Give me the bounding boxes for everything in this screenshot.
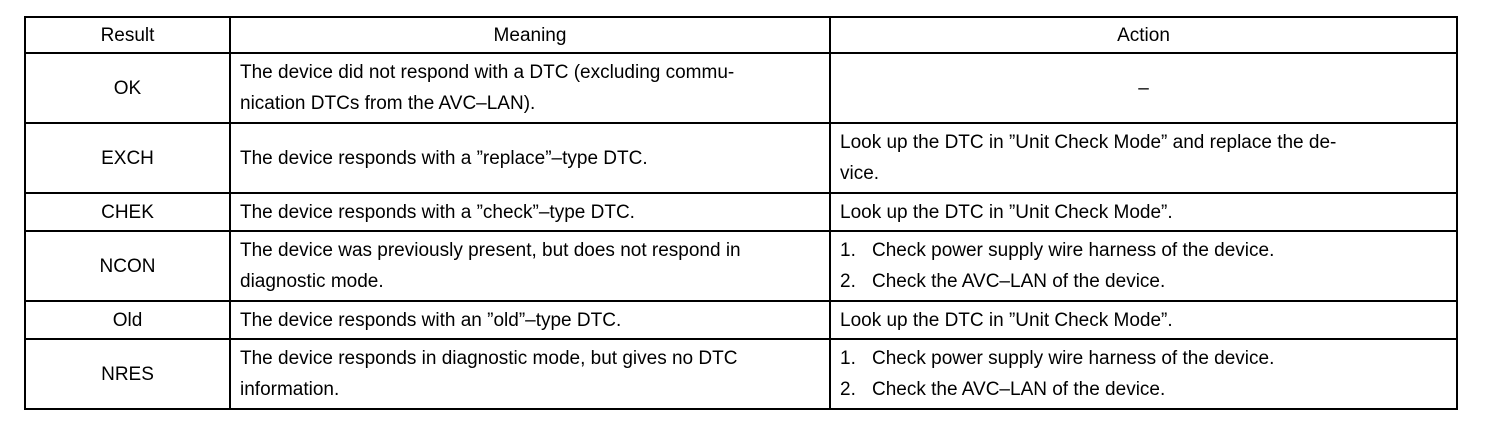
table-row [25, 301, 1457, 339]
dtc-result-table [24, 16, 1458, 410]
action-cell [830, 339, 1457, 409]
step-text: Check power supply wire harness of the device. [872, 240, 1275, 261]
meaning-cell [230, 301, 830, 339]
meaning-line: The device responds in diagnostic mode, but gives no DTC [240, 348, 738, 369]
table-row [25, 53, 1457, 123]
table-row [25, 123, 1457, 193]
header-result: Result [25, 17, 230, 53]
result-cell: OK [25, 53, 230, 123]
meaning-cell [230, 193, 830, 231]
result-cell: CHEK [25, 193, 230, 231]
step-number: 2. [840, 271, 856, 292]
meaning-line: information. [240, 379, 340, 400]
step-number: 2. [840, 379, 856, 400]
result-cell: NRES [25, 339, 230, 409]
meaning-line: The device responds with a ”check”–type DTC. [240, 201, 635, 223]
action-line: Look up the DTC in ”Unit Check Mode”. [840, 201, 1173, 223]
action-step [840, 374, 1447, 405]
meaning-line: The device responds with an ”old”–type DTC. [240, 309, 622, 331]
table-row [25, 339, 1457, 409]
step-number: 1. [840, 348, 856, 369]
step-number: 1. [840, 240, 856, 261]
action-line: Look up the DTC in ”Unit Check Mode”. [840, 309, 1173, 331]
meaning-cell [230, 53, 830, 123]
meaning-line: The device did not respond with a DTC (excluding commu- [240, 62, 735, 83]
result-cell: Old [25, 301, 230, 339]
meaning-line: The device was previously present, but does not respond in [240, 240, 741, 261]
meaning-line: The device responds with a ”replace”–type DTC. [240, 147, 648, 169]
action-line: – [1138, 77, 1149, 99]
action-steps [840, 235, 1447, 297]
action-cell [830, 53, 1457, 123]
meaning-line: diagnostic mode. [240, 271, 384, 292]
table-row [25, 231, 1457, 301]
action-step [840, 266, 1447, 297]
action-step [840, 235, 1447, 266]
action-cell [830, 123, 1457, 193]
meaning-line: nication DTCs from the AVC–LAN). [240, 93, 536, 114]
action-cell [830, 193, 1457, 231]
header-meaning: Meaning [230, 17, 830, 53]
result-cell: NCON [25, 231, 230, 301]
meaning-cell [230, 231, 830, 301]
step-text: Check power supply wire harness of the device. [872, 348, 1275, 369]
action-cell [830, 301, 1457, 339]
action-step [840, 343, 1447, 374]
header-action: Action [830, 17, 1457, 53]
step-text: Check the AVC–LAN of the device. [872, 379, 1166, 400]
action-cell [830, 231, 1457, 301]
action-steps [840, 343, 1447, 405]
meaning-cell [230, 339, 830, 409]
action-line: Look up the DTC in ”Unit Check Mode” and replace the de- [840, 132, 1337, 153]
step-text: Check the AVC–LAN of the device. [872, 271, 1166, 292]
table-header-row [25, 17, 1457, 53]
action-line: vice. [840, 163, 880, 184]
result-cell: EXCH [25, 123, 230, 193]
table-row [25, 193, 1457, 231]
meaning-cell [230, 123, 830, 193]
